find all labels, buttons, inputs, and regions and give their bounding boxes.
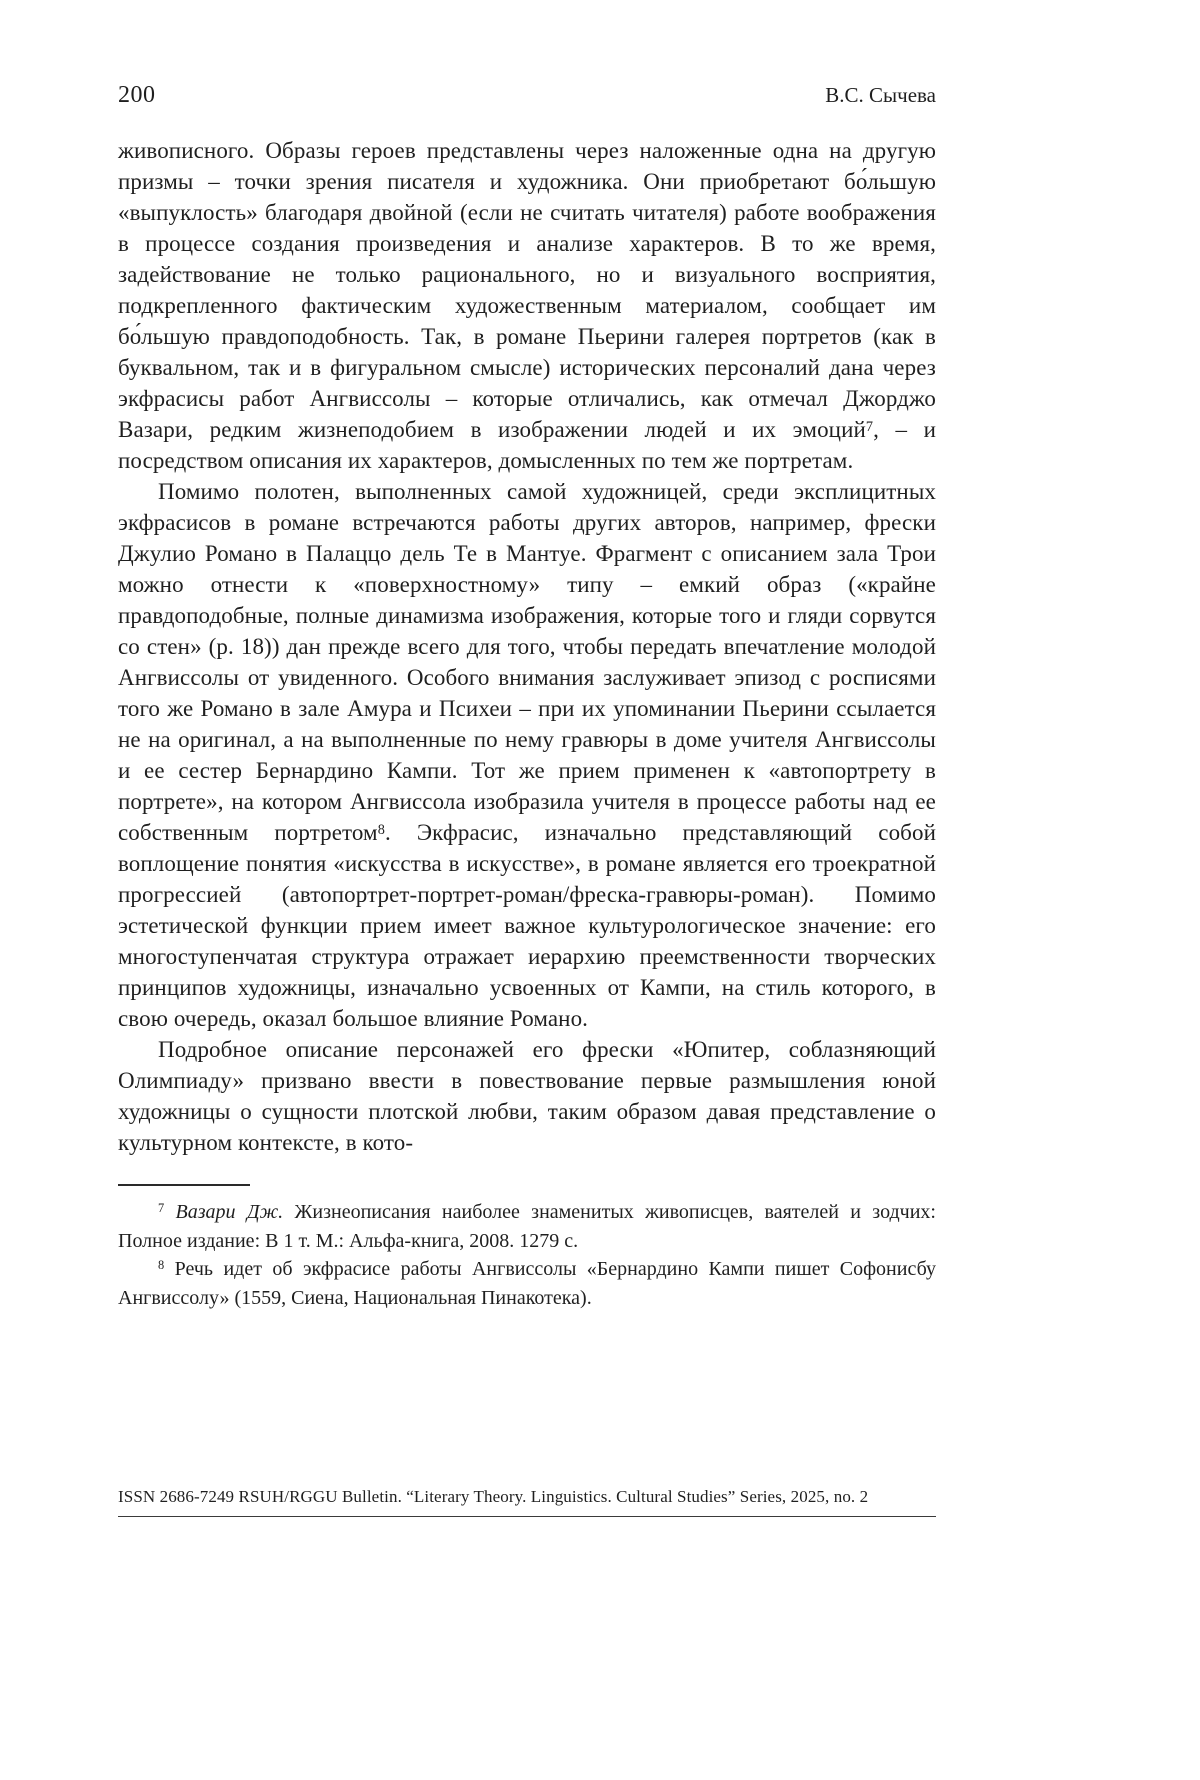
footer-text: ISSN 2686-7249 RSUH/RGGU Bulletin. “Literary Theory. Linguistics. Cultural Studies” Series, 2025, no. 2 — [118, 1487, 869, 1506]
paragraph — [118, 1034, 936, 1158]
running-head — [118, 82, 936, 109]
footnote-marker: 7 — [158, 1201, 165, 1216]
footnote-marker: 8 — [158, 1258, 165, 1273]
paragraph-text: Помимо полотен, выполненных самой художницей, среди эксплицитных экфрасисов в романе встречаются работы других авторов, например, фрески Джулио Романо в Палаццо дель Те в Мантуе. Фрагмент с описанием зала Трои можно отнести к «поверхностному» типу – емкий образ («крайне правдоподобные, полные динамизма изображения, которые того и гляди сорвутся со стен» (p. 18)) дан прежде всего для того, чтобы передать впечатление молодой Ангвиссолы от увиденного. Особого внимания заслуживает эпизод с росписями того же Романо в зале Амура и Психеи – при их упоминании Пьерини ссылается не на оригинал, а на выполненные по нему гравюры в доме учителя Ангвиссолы и ее сестер Бернардино Кампи. Тот же прием применен к «автопортрету в портрете», на котором Ангвиссола изобразила учителя в процессе работы над ее собственным портретом — [118, 479, 936, 845]
footnote — [118, 1198, 936, 1255]
paragraph-text: живописного. Образы героев представлены через наложенные одна на другую призмы – точки зрения писателя и художника. Они приобретают бо́льшую «выпуклость» благодаря двойной (если не считать читателя) работе воображения в процессе создания произведения и анализе характеров. В то же время, задействование не только рационального, но и визуального восприятия, подкрепленного фактическим художественным материалом, сообщает им бо́льшую правдоподобность. Так, в романе Пьерини галерея портретов (как в буквальном, так и в фигуральном смысле) исторических персоналий дана через экфрасисы работ Ангвиссолы – которые отличались, как отмечал Джорджо Вазари, редким жизнеподобием в изображении людей и их эмоций — [118, 138, 936, 442]
footnote — [118, 1255, 936, 1312]
paragraph-text: . Экфрасис, изначально представляющий собой воплощение понятия «искусства в искусстве», в романе является его троекратной прогрессией (автопортрет-портрет-роман/фреска-гравюры-роман). Помимо эстетической функции прием имеет важное культурологическое значение: его многоступенчатая структура отражает иерархию преемственности творческих принципов художницы, изначально усвоенных от Кампи, на стиль которого, в свою очередь, оказал большое влияние Романо. — [118, 820, 936, 1031]
body-text — [118, 135, 936, 1158]
footnotes — [118, 1198, 936, 1312]
page-footer — [118, 1487, 936, 1517]
footnote-text: Жизнеописания наиболее знаменитых живописцев, ваятелей и зодчих: Полное издание: В 1 т. М.: Альфа-книга, 2008. 1279 с. — [118, 1201, 936, 1252]
page-number: 200 — [118, 82, 156, 108]
footnote-separator — [118, 1184, 250, 1186]
footnote-reference-8: 8 — [377, 821, 385, 838]
paragraph-text: , – и посредством описания их характеров, домысленных по тем же портретам. — [118, 417, 936, 473]
paragraph-text: Подробное описание персонажей его фрески «Юпитер, соблазняющий Олимпиаду» призвано ввести в повествование первые размышления юной художницы о сущности плотской любви, таким образом давая представление о культурном контексте, в кото- — [118, 1037, 936, 1155]
footnote-text: Речь идет об экфрасисе работы Ангвиссолы «Бернардино Кампи пишет Софонисбу Ангвиссолу» (1559, Сиена, Национальная Пинакотека). — [118, 1258, 936, 1309]
footnote-reference-7: 7 — [865, 418, 874, 435]
paragraph-continuation — [118, 135, 936, 476]
paragraph — [118, 476, 936, 1034]
running-head-author: В.С. Сычева — [825, 83, 936, 107]
footnote-author: Вазари Дж. — [175, 1201, 284, 1223]
page-content — [118, 82, 936, 1312]
